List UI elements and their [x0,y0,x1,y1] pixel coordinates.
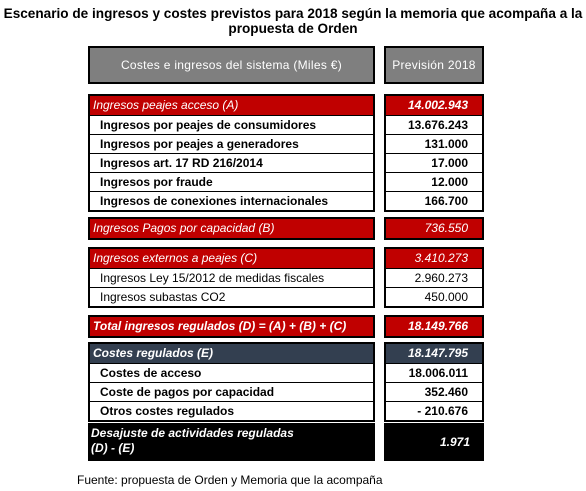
costes-title: Costes regulados (E) [90,344,373,363]
peajes-section-values [384,94,484,212]
externos-title: Ingresos externos a peajes (C) [90,249,373,268]
costes-item-label: Coste de pagos por capacidad [90,382,373,401]
externos-item-value: 2.960.273 [386,268,482,287]
total-ingresos-value [384,315,484,338]
desajuste-line-1: Desajuste de actividades reguladas [91,426,294,440]
title-line-2: propuesta de Orden [228,21,358,36]
total-ingresos-label [88,315,375,338]
total-ingresos-title: Total ingresos regulados (D) = (A) + (B) + (C) [90,317,373,336]
costes-total: 18.147.795 [386,344,482,363]
costes-item-label: Otros costes regulados [90,401,373,420]
peajes-item-label: Ingresos por fraude [90,172,373,191]
header-right-cell [384,46,484,84]
title-line-1: Escenario de ingresos y costes previstos para 2018 según la memoria que acompaña a la [3,6,583,21]
capacidad-total: 736.550 [386,219,482,238]
peajes-item-value: 17.000 [386,153,482,172]
total-ingresos-total: 18.149.766 [386,317,482,336]
peajes-item-label: Ingresos art. 17 RD 216/2014 [90,153,373,172]
desajuste-value [384,423,484,461]
capacidad-section-label [88,217,375,240]
capacidad-title: Ingresos Pagos por capacidad (B) [90,219,373,238]
desajuste-label [88,423,375,461]
costes-item-value: - 210.676 [386,401,482,420]
peajes-item-value: 12.000 [386,172,482,191]
costes-item-value: 352.460 [386,382,482,401]
externos-section-values [384,247,484,308]
header-left-cell [88,46,375,84]
peajes-section-labels [88,94,375,212]
externos-section-labels [88,247,375,308]
header-left-label: Costes e ingresos del sistema (Miles €) [120,58,343,72]
source-note: Fuente: propuesta de Orden y Memoria que la acompaña [77,473,383,487]
peajes-item-label: Ingresos de conexiones internacionales [90,191,373,210]
peajes-item-value: 166.700 [386,191,482,210]
desajuste-line-2: (D) - (E) [91,441,135,455]
peajes-item-label: Ingresos por peajes de consumidores [90,115,373,134]
page-title [0,6,586,36]
capacidad-section-value [384,217,484,240]
peajes-total: 14.002.943 [386,96,482,115]
externos-item-label: Ingresos subastas CO2 [90,287,373,306]
costes-item-value: 18.006.011 [386,363,482,382]
peajes-title: Ingresos peajes acceso (A) [90,96,373,115]
peajes-item-value: 13.676.243 [386,115,482,134]
costes-section-labels [88,342,375,422]
externos-item-label: Ingresos Ley 15/2012 de medidas fiscales [90,268,373,287]
desajuste-total: 1.971 [439,435,470,449]
externos-total: 3.410.273 [386,249,482,268]
peajes-item-label: Ingresos por peajes a generadores [90,134,373,153]
costes-item-label: Costes de acceso [90,363,373,382]
costes-section-values [384,342,484,422]
header-right-label: Previsión 2018 [392,58,476,72]
peajes-item-value: 131.000 [386,134,482,153]
externos-item-value: 450.000 [386,287,482,306]
